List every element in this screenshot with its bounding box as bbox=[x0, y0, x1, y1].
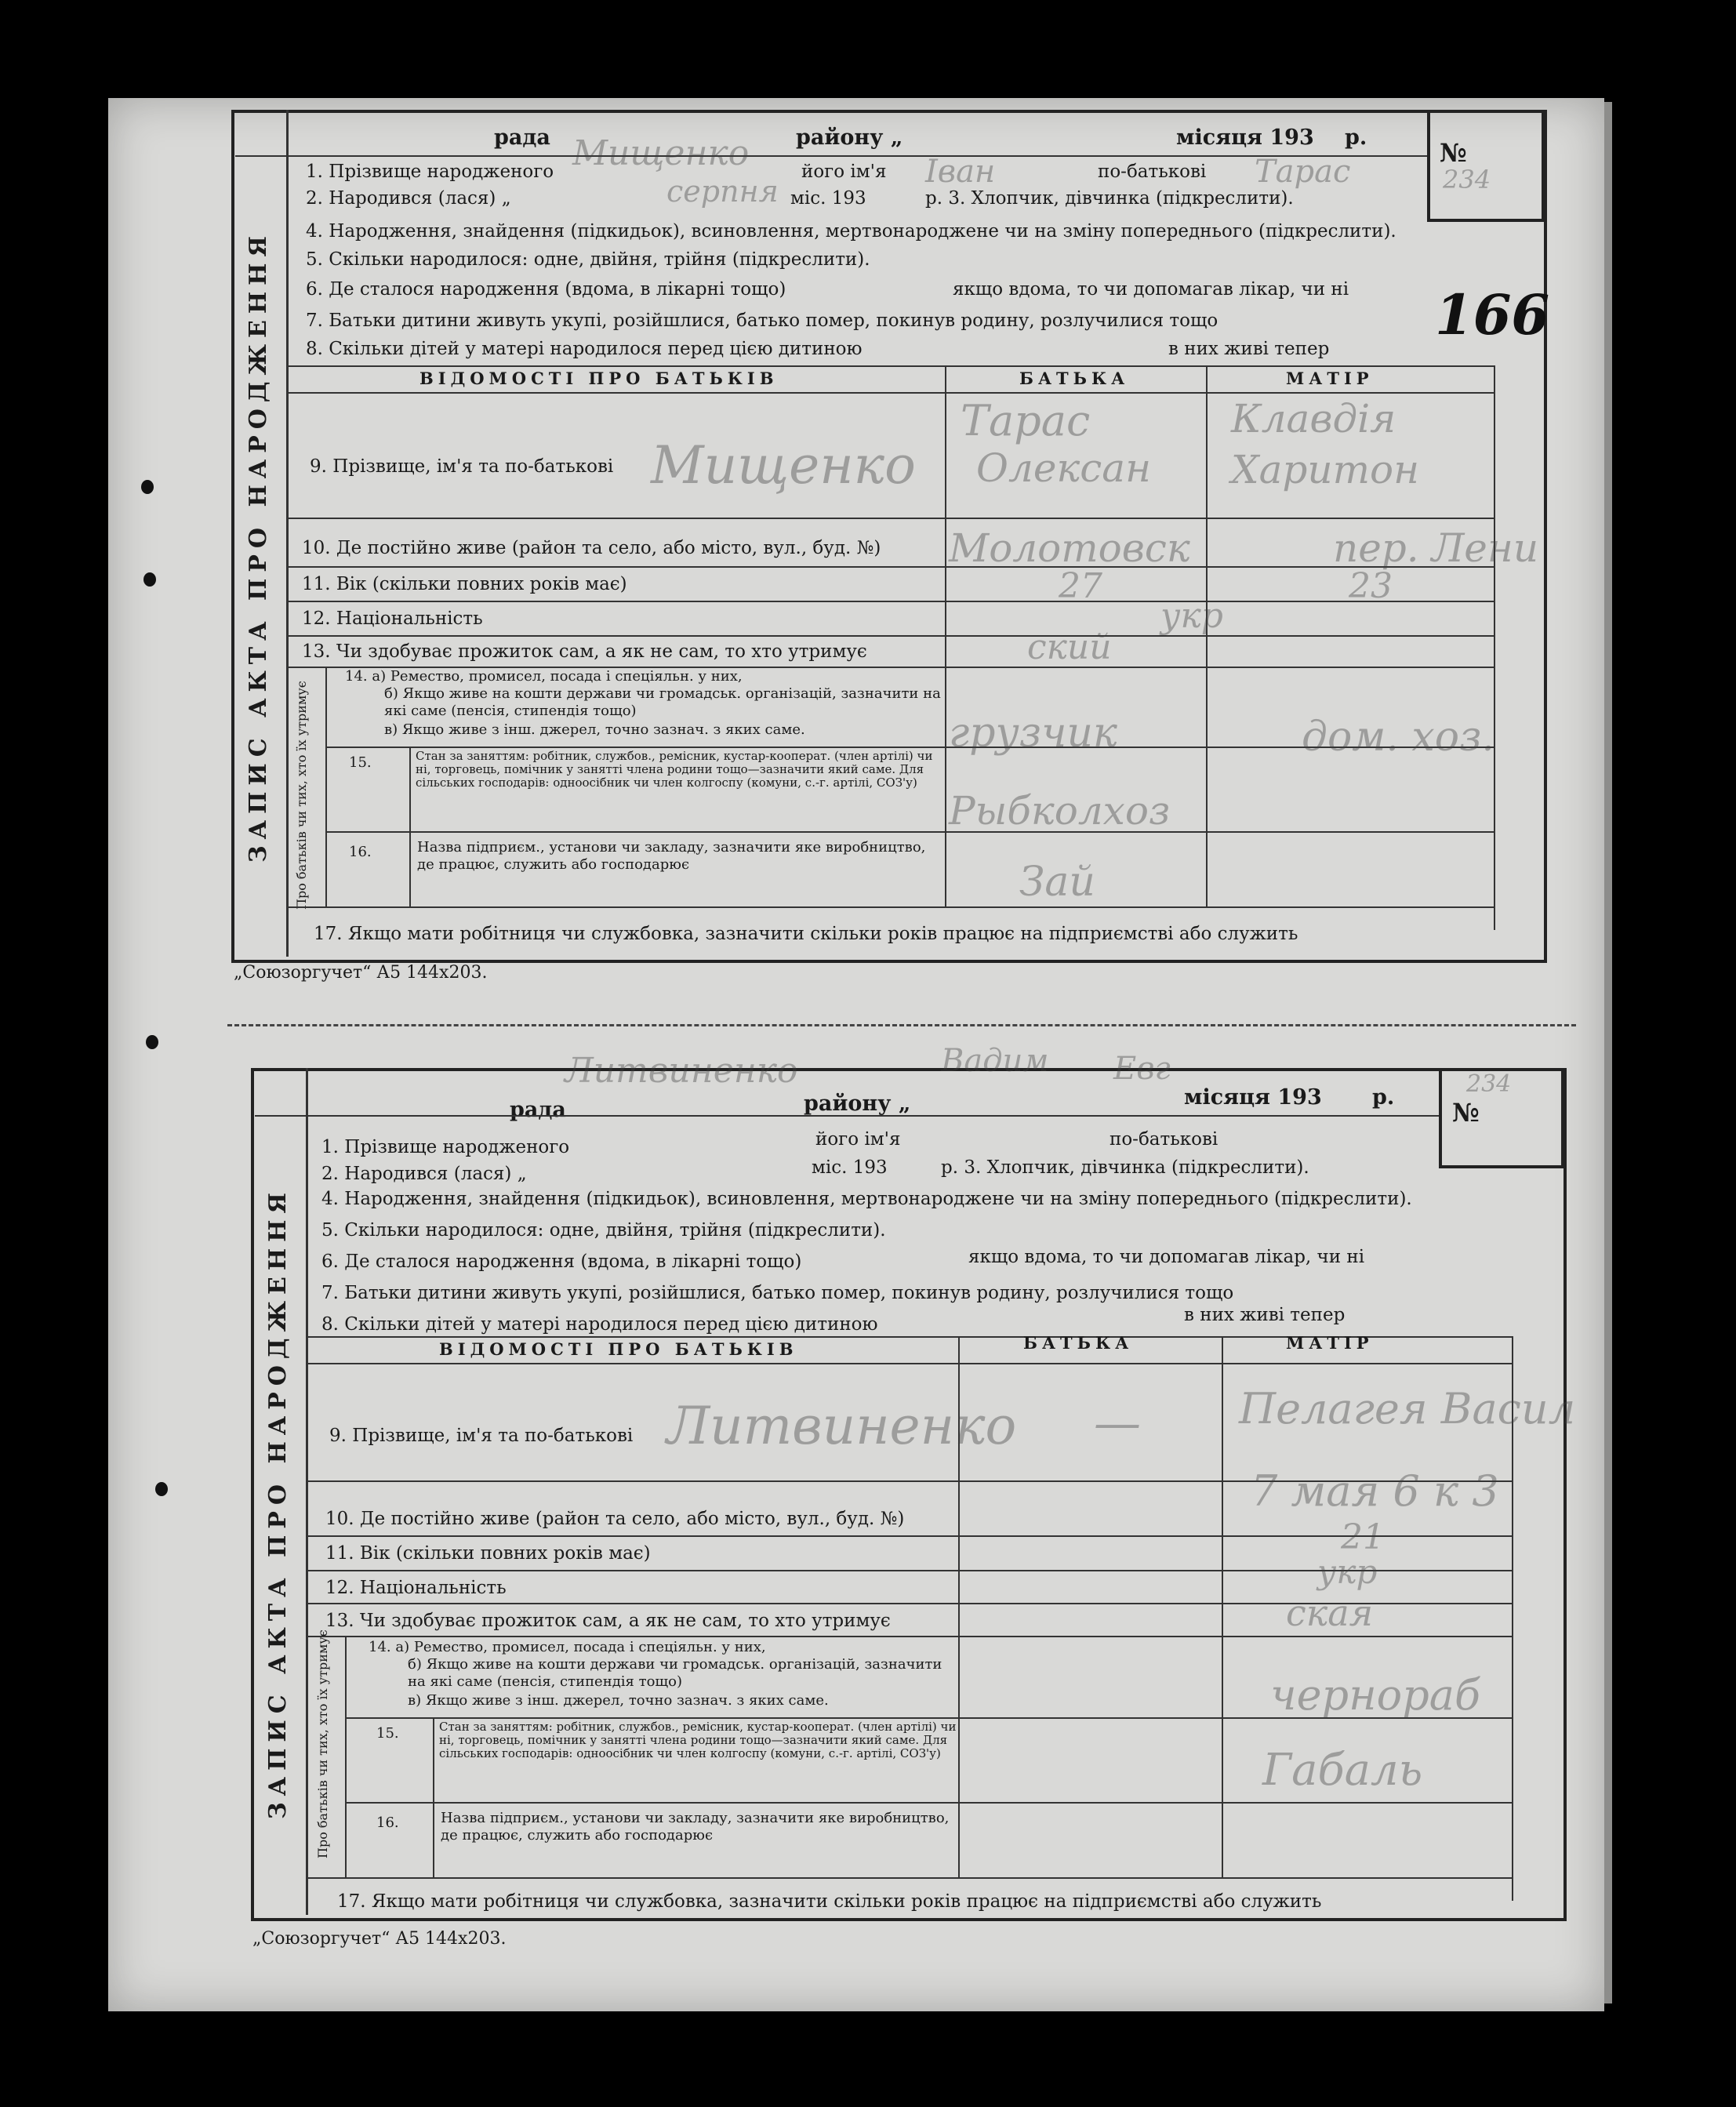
row-rule bbox=[286, 566, 1494, 568]
table-rule bbox=[306, 1363, 1513, 1364]
row-16: Назва підприєм., установи чи закладу, зазначити яке виробництво, де працює, служить або господарює bbox=[441, 1810, 950, 1844]
line-2c: р. 3. Хлопчик, дівчинка (підкреслити). bbox=[941, 1157, 1309, 1178]
col-info: ВІДОМОСТІ ПРО БАТЬКІВ bbox=[419, 369, 779, 388]
hw-mother-nationality-2: ская bbox=[1286, 1592, 1374, 1634]
row-divider bbox=[409, 747, 411, 906]
line-8: 8. Скільки дітей у матері народилося перед цією дитиною bbox=[321, 1314, 878, 1335]
hw-surname: Мищенко bbox=[651, 435, 916, 496]
row-9: 9. Прізвище, ім'я та по-батькові bbox=[329, 1426, 634, 1446]
header-misiatsia: місяця 193 bbox=[1184, 1085, 1322, 1110]
row-10: 10. Де постійно живе (район та село, або місто, вул., буд. №) bbox=[302, 538, 881, 558]
line-4: 4. Народження, знайдення (підкидьок), всиновлення, мертвонароджене чи на зміну попереднього (підкреслити). bbox=[306, 221, 1396, 242]
line-6b: якщо вдома, то чи допомагав лікар, чи ні bbox=[953, 279, 1349, 300]
page-number: 166 bbox=[1435, 282, 1550, 347]
line-2: 2. Народився (лася) „ bbox=[321, 1164, 527, 1184]
row-17: 17. Якщо мати робітниця чи службовка, зазначити скільки років працює на підприємстві або служить bbox=[314, 924, 1298, 944]
row-16-number: 16. bbox=[349, 844, 372, 860]
row-13: 13. Чи здобуває прожиток сам, а як не сам, то хто утримує bbox=[302, 641, 867, 662]
col-father: БАТЬКА bbox=[1019, 369, 1130, 388]
hw-father-name: Тарас bbox=[961, 396, 1091, 445]
line-2: 2. Народився (лася) „ bbox=[306, 188, 511, 209]
row-16: Назва підприєм., установи чи закладу, зазначити яке виробництво, де працює, служить або господарює bbox=[417, 839, 926, 873]
row-rule bbox=[345, 1802, 1513, 1804]
hw-father-workplace: Рыбколхоз bbox=[949, 788, 1171, 834]
hw-mother-occupation: дом. хоз. bbox=[1302, 714, 1494, 761]
hw-surname-top: Литвиненко bbox=[565, 1051, 798, 1091]
line-1c: по-батькові bbox=[1098, 162, 1207, 182]
row-15: Стан за заняттям: робітник, службов., ремісник, кустар-кооперат. (член артілі) чи ні, торговець, помічник у занятті члена родини тощо—зазначити який саме. Для сільських господарів: одноосібник чи член колгоспу (комуни, с.-г. артілі, СОЗ'у) bbox=[439, 1720, 957, 1760]
hw-father-nationality-2: ский bbox=[1027, 627, 1112, 667]
form-side-label: ЗАПИС АКТА ПРО НАРОДЖЕННЯ bbox=[245, 230, 272, 863]
row-14a: 14. а) Ремество, промисел, посада і спеціяльн. у них, bbox=[345, 668, 743, 685]
row-14c: в) Якщо живе з інш. джерел, точно зазнач. з яких саме. bbox=[408, 1692, 829, 1709]
punch-hole bbox=[143, 572, 156, 587]
line-6: 6. Де сталося народження (вдома, в лікарні тощо) bbox=[321, 1251, 802, 1272]
row-9: 9. Прізвище, ім'я та по-батькові bbox=[310, 456, 614, 477]
hw-mother-name: Пелагея Васил bbox=[1239, 1384, 1576, 1433]
line-1: 1. Прізвище народженого bbox=[321, 1137, 570, 1157]
form-side-label: ЗАПИС АКТА ПРО НАРОДЖЕННЯ bbox=[264, 1186, 292, 1819]
hw-mother-age: 23 bbox=[1349, 566, 1393, 606]
row-14a: 14. а) Ремество, промисел, посада і спеціяльн. у них, bbox=[369, 1639, 766, 1655]
hw-father-nationality: укр bbox=[1160, 596, 1223, 636]
col-divider bbox=[1222, 1336, 1223, 1877]
number-label: № bbox=[1440, 138, 1467, 168]
row-14b: б) Якщо живе на кошти держави чи громадськ. організацій, зазначити на які саме (пенсія, стипендія тощо) bbox=[384, 685, 941, 719]
row-11: 11. Вік (скільки повних років має) bbox=[302, 574, 627, 594]
row-divider bbox=[433, 1717, 434, 1877]
row-12: 12. Національність bbox=[302, 608, 483, 629]
header-rule bbox=[255, 1115, 1440, 1117]
row-15-number: 15. bbox=[376, 1725, 399, 1742]
header-raionu: району „ bbox=[804, 1092, 911, 1116]
row-15-number: 15. bbox=[349, 754, 372, 771]
footer-print: „Союзоргучет“ А5 144х203. bbox=[252, 1929, 507, 1949]
line-1c: по-батькові bbox=[1110, 1129, 1218, 1150]
line-1b: його ім'я bbox=[815, 1129, 901, 1150]
line-8b: в них живі тепер bbox=[1184, 1305, 1346, 1325]
hw-surname-top: Мищенко bbox=[572, 133, 750, 173]
hw-father-patronymic: Олексан bbox=[976, 445, 1152, 491]
row-rule bbox=[286, 906, 1494, 908]
line-1b: його ім'я bbox=[801, 162, 887, 182]
hw-month: серпня bbox=[666, 174, 779, 209]
header-rada: рада bbox=[494, 125, 550, 150]
row-15: Стан за заняттям: робітник, службов., ремісник, кустар-кооперат. (член артілі) чи ні, торговець, помічник у занятті члена родини тощо—зазначити який саме. Для сільських господарів: одноосібник чи член колгоспу (комуни, с.-г. артілі, СОЗ'у) bbox=[416, 749, 933, 790]
hw-father-age: 27 bbox=[1059, 566, 1102, 606]
side-sub-label: Про батьків чи тих, хто їх утримує bbox=[294, 681, 309, 910]
line-2b: міс. 193 bbox=[812, 1157, 888, 1178]
punch-hole bbox=[141, 480, 154, 494]
side-sub-label: Про батьків чи тих, хто їх утримує bbox=[315, 1629, 330, 1858]
hw-surname: Литвиненко bbox=[666, 1396, 1017, 1456]
row-rule bbox=[286, 601, 1494, 602]
row-12: 12. Національність bbox=[325, 1578, 507, 1598]
col-divider bbox=[1494, 365, 1495, 930]
header-r: р. bbox=[1372, 1085, 1395, 1110]
header-rule bbox=[235, 155, 1427, 157]
col-mother: МАТІР bbox=[1286, 1333, 1374, 1353]
line-7: 7. Батьки дитини живуть укупі, розійшлися, батько помер, покинув родину, розлучилися тощо bbox=[306, 311, 1218, 331]
header-r: р. bbox=[1345, 125, 1367, 150]
line-7: 7. Батьки дитини живуть укупі, розійшлися, батько помер, покинув родину, розлучилися тощо bbox=[321, 1283, 1234, 1303]
hw-patronymic-top: Евг bbox=[1113, 1051, 1171, 1087]
row-14c: в) Якщо живе з інш. джерел, точно зазнач. з яких саме. bbox=[384, 721, 805, 738]
row-rule bbox=[286, 518, 1494, 519]
line-2c: р. 3. Хлопчик, дівчинка (підкреслити). bbox=[925, 188, 1294, 209]
hw-mother-occupation: чернораб bbox=[1270, 1670, 1480, 1720]
row-divider bbox=[345, 1636, 347, 1877]
hw-mother-workplace: Габаль bbox=[1262, 1745, 1423, 1796]
row-rule bbox=[325, 831, 1494, 833]
page-edge bbox=[1604, 102, 1612, 2003]
hw-father-occupation: грузчик bbox=[949, 710, 1117, 757]
row-16-number: 16. bbox=[376, 1815, 399, 1831]
col-father: БАТЬКА bbox=[1023, 1333, 1134, 1353]
row-14b: б) Якщо живе на кошти держави чи громадськ. організацій, зазначити на які саме (пенсія, стипендія тощо) bbox=[408, 1656, 942, 1690]
punch-hole bbox=[146, 1035, 158, 1049]
row-17: 17. Якщо мати робітниця чи службовка, зазначити скільки років працює на підприємстві або служить bbox=[337, 1891, 1322, 1912]
table-rule bbox=[286, 365, 1494, 367]
hw-mother-address: 7 мая 6 к 3 bbox=[1251, 1466, 1499, 1516]
header-rada: рада bbox=[510, 1098, 566, 1122]
hw-father-address: Молотовск bbox=[949, 525, 1190, 571]
row-13: 13. Чи здобуває прожиток сам, а як не сам, то хто утримує bbox=[325, 1611, 891, 1631]
hw-record-number: 234 bbox=[1443, 165, 1491, 194]
row-11: 11. Вік (скільки повних років має) bbox=[325, 1543, 651, 1564]
line-2b: міс. 193 bbox=[790, 188, 866, 209]
hw-mother-nationality: укр bbox=[1317, 1553, 1378, 1591]
line-8: 8. Скільки дітей у матері народилося перед цією дитиною bbox=[306, 339, 863, 359]
row-divider bbox=[325, 667, 327, 906]
hw-mother-patronymic: Харитон bbox=[1231, 447, 1420, 492]
hw-name-top: Іван bbox=[925, 154, 996, 190]
line-1: 1. Прізвище народженого bbox=[306, 162, 554, 182]
line-5: 5. Скільки народилося: одне, двійня, трійня (підкреслити). bbox=[321, 1220, 886, 1241]
line-6b: якщо вдома, то чи допомагав лікар, чи ні bbox=[968, 1247, 1365, 1267]
punch-hole bbox=[155, 1482, 168, 1496]
hw-patronymic-top: Тарас bbox=[1255, 154, 1351, 190]
line-5: 5. Скільки народилося: одне, двійня, трійня (підкреслити). bbox=[306, 249, 870, 270]
row-10: 10. Де постійно живе (район та село, або місто, вул., буд. №) bbox=[325, 1509, 905, 1529]
line-4: 4. Народження, знайдення (підкидьок), всиновлення, мертвонароджене чи на зміну попереднього (підкреслити). bbox=[321, 1189, 1412, 1209]
line-6: 6. Де сталося народження (вдома, в лікарні тощо) bbox=[306, 279, 786, 300]
hw-mother-address: пер. Лени bbox=[1333, 525, 1539, 571]
table-rule bbox=[286, 392, 1494, 394]
row-rule bbox=[306, 1636, 1513, 1637]
header-raionu: району „ bbox=[796, 125, 903, 150]
hw-name-top: Вадим bbox=[941, 1043, 1049, 1079]
footer-print: „Союзоргучет“ А5 144х203. bbox=[234, 963, 488, 983]
row-rule bbox=[306, 1877, 1513, 1879]
hw-mother-name: Клавдія bbox=[1231, 396, 1396, 441]
col-mother: МАТІР bbox=[1286, 369, 1374, 388]
header-misiatsia: місяця 193 bbox=[1176, 125, 1314, 150]
col-info: ВІДОМОСТІ ПРО БАТЬКІВ bbox=[439, 1339, 798, 1359]
line-8b: в них живі тепер bbox=[1168, 339, 1330, 359]
hw-father-dash: — bbox=[1094, 1396, 1141, 1451]
hw-mother-age: 21 bbox=[1341, 1517, 1385, 1557]
hw-record-number: 234 bbox=[1466, 1070, 1512, 1098]
hw-father-workplace-2: Зай bbox=[1019, 859, 1095, 906]
cut-line bbox=[227, 1024, 1576, 1026]
row-rule bbox=[306, 1535, 1513, 1537]
number-label: № bbox=[1452, 1098, 1480, 1128]
row-rule bbox=[286, 635, 1494, 637]
